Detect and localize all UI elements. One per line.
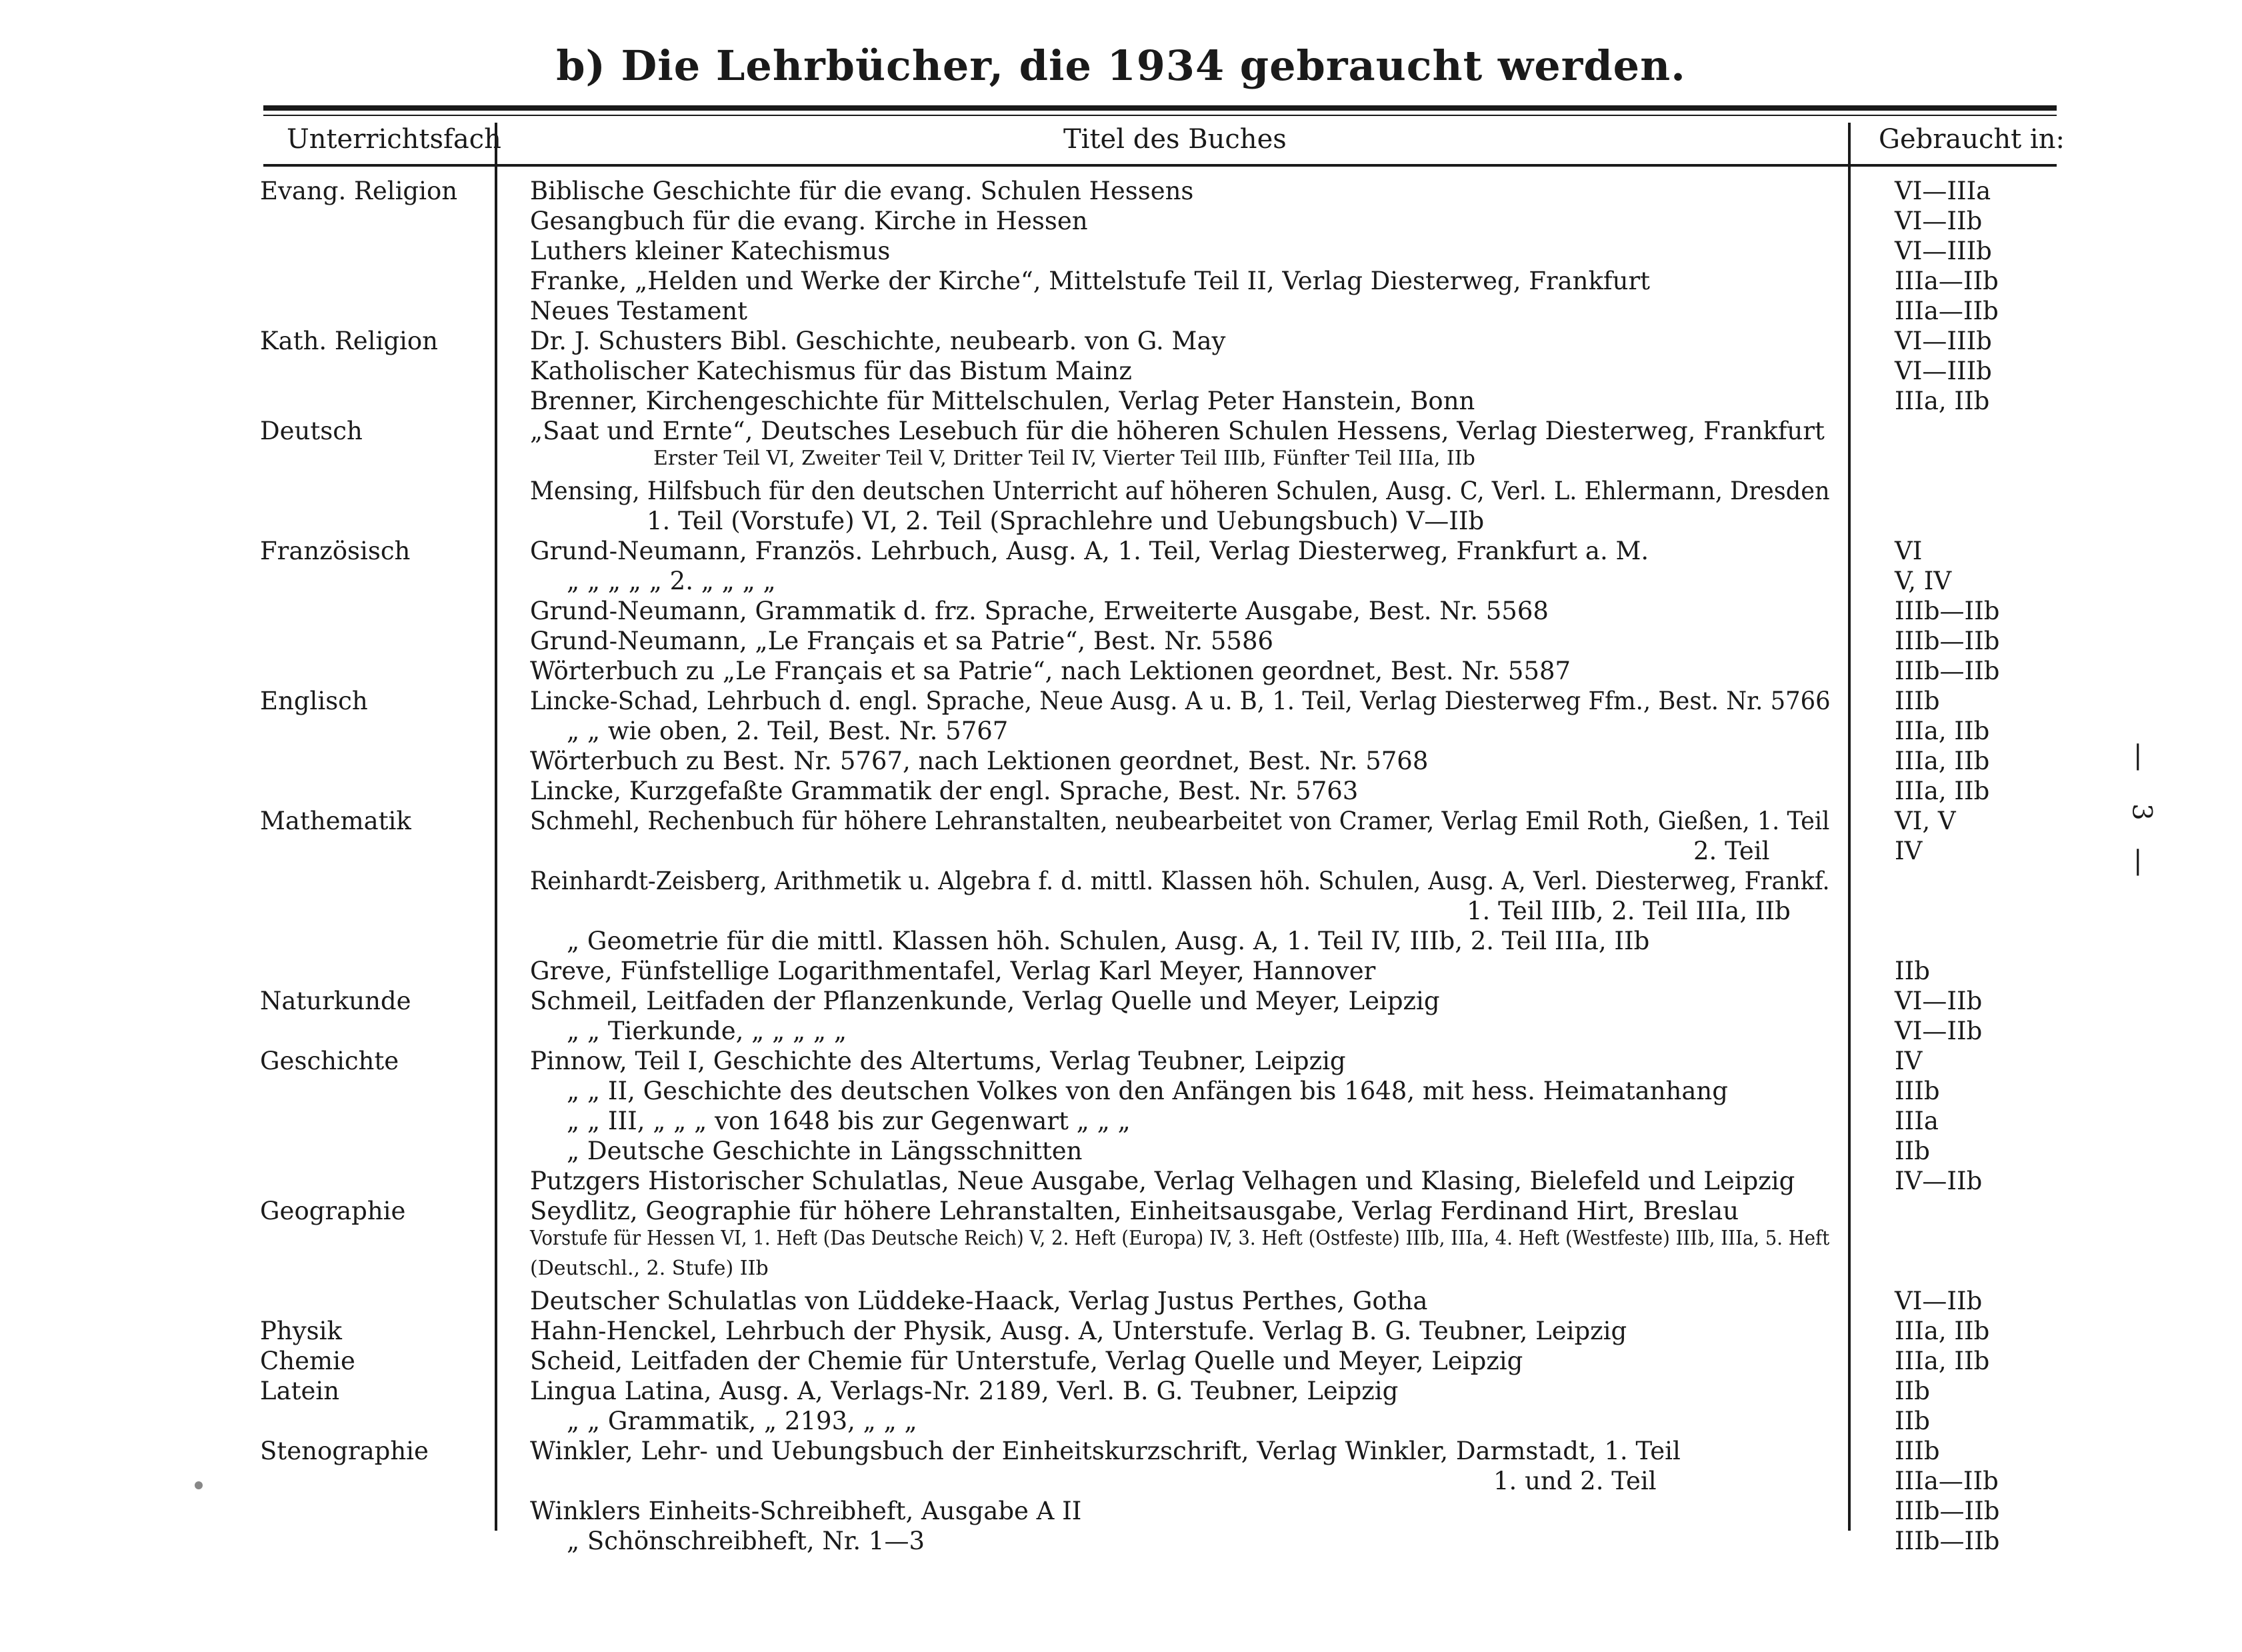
row-subject: Geographie <box>260 1197 406 1225</box>
header-used-in: Gebraucht in: <box>1879 124 2065 155</box>
row-book-title: Scheid, Leitfaden der Chemie für Unterstufe, Verlag Quelle und Meyer, Leipzig <box>530 1347 1523 1375</box>
row-used-in: VI—IIb <box>1895 207 1983 235</box>
row-book-title: Winkler, Lehr- und Uebungsbuch der Einheitskurzschrift, Verlag Winkler, Darmstadt, 1. Teil <box>530 1437 1681 1465</box>
table-row <box>0 807 2242 837</box>
row-book-title: Vorstufe für Hessen VI, 1. Heft (Das Deutsche Reich) V, 2. Heft (Europa) IV, 3. Heft (Ostfeste) IIIb, IIIa, 4. Heft (Westfeste) IIIb, IIIa, 5. Heft <box>530 1227 1830 1250</box>
table-row <box>0 327 2242 357</box>
row-book-title: Putzgers Historischer Schulatlas, Neue Ausgabe, Verlag Velhagen und Klasing, Bielefeld und Leipzig <box>530 1167 1795 1195</box>
table-row <box>0 1047 2242 1077</box>
row-used-in: IIIa, IIb <box>1895 1317 1990 1345</box>
table-row <box>0 927 2242 957</box>
row-used-in: IIIb <box>1895 687 1940 715</box>
header-subject: Unterrichtsfach <box>287 124 501 155</box>
row-used-in: IIIa, IIb <box>1895 747 1990 775</box>
row-book-title: Grund-Neumann, Grammatik d. frz. Sprache, Erweiterte Ausgabe, Best. Nr. 5568 <box>530 597 1549 625</box>
row-book-title: Reinhardt-Zeisberg, Arithmetik u. Algebra f. d. mittl. Klassen höh. Schulen, Ausg. A, Verl. Diesterweg, Frankf. <box>530 867 1830 895</box>
row-used-in: IIIa, IIb <box>1895 1347 1990 1375</box>
row-used-in: V, IV <box>1895 567 1952 595</box>
row-book-title: „ „ Tierkunde, „ „ „ „ „ <box>567 1017 847 1045</box>
row-used-in: IIb <box>1895 957 1930 985</box>
row-book-title: Schmehl, Rechenbuch für höhere Lehranstalten, neubearbeitet von Cramer, Verlag Emil Roth, Gießen, 1. Teil <box>530 807 1830 835</box>
row-used-in: IIb <box>1895 1137 1930 1165</box>
table-row <box>0 1017 2242 1047</box>
table-row <box>0 267 2242 297</box>
row-subject: Kath. Religion <box>260 327 438 355</box>
table-row <box>0 987 2242 1017</box>
table-row <box>0 447 2242 477</box>
row-used-in: VI—IIb <box>1895 987 1983 1015</box>
table-row <box>0 357 2242 387</box>
table-row <box>0 1167 2242 1197</box>
row-used-in: IV <box>1895 837 1923 865</box>
row-used-in: IIIb—IIb <box>1895 657 2000 685</box>
row-book-title: Wörterbuch zu „Le Français et sa Patrie“, nach Lektionen geordnet, Best. Nr. 5587 <box>530 657 1571 685</box>
table-row <box>0 567 2242 597</box>
row-subject: Chemie <box>260 1347 355 1375</box>
table-row <box>0 207 2242 237</box>
row-used-in: VI—IIIb <box>1895 327 1992 355</box>
row-book-title: „ Schönschreibheft, Nr. 1—3 <box>567 1527 925 1555</box>
row-book-title: Gesangbuch für die evang. Kirche in Hessen <box>530 207 1088 235</box>
table-row <box>0 1467 2242 1497</box>
table-row <box>0 777 2242 807</box>
row-book-title: Grund-Neumann, Französ. Lehrbuch, Ausg. A, 1. Teil, Verlag Diesterweg, Frankfurt a. M. <box>530 537 1649 565</box>
row-used-in: VI—IIb <box>1895 1017 1983 1045</box>
row-used-in: VI—IIb <box>1895 1287 1983 1315</box>
row-book-title: Luthers kleiner Katechismus <box>530 237 891 265</box>
row-used-in: IIIb—IIb <box>1895 1497 2000 1525</box>
row-book-title: (Deutschl., 2. Stufe) IIb <box>530 1257 769 1280</box>
header-rule-top <box>263 105 2057 111</box>
row-used-in: IIIb—IIb <box>1895 1527 2000 1555</box>
table-row <box>0 957 2242 987</box>
page-marker-bottom: | <box>2133 845 2143 876</box>
row-book-title: Franke, „Helden und Werke der Kirche“, Mittelstufe Teil II, Verlag Diesterweg, Frankfurt <box>530 267 1650 295</box>
table-row <box>0 177 2242 207</box>
row-book-title: Schmeil, Leitfaden der Pflanzenkunde, Verlag Quelle und Meyer, Leipzig <box>530 987 1440 1015</box>
table-row <box>0 1527 2242 1557</box>
page-marker-top: | <box>2133 740 2143 771</box>
row-book-title: „Saat und Ernte“, Deutsches Lesebuch für die höheren Schulen Hessens, Verlag Diesterweg, Frankfurt <box>530 417 1825 445</box>
row-subject: Stenographie <box>260 1437 429 1465</box>
row-subject: Physik <box>260 1317 342 1345</box>
header-rule-top-thin <box>263 115 2057 116</box>
header-rule-bottom <box>263 164 2057 167</box>
row-subject: Deutsch <box>260 417 363 445</box>
row-book-title: „ „ Grammatik, „ 2193, „ „ „ <box>567 1407 917 1435</box>
row-book-title: Deutscher Schulatlas von Lüddeke-Haack, Verlag Justus Perthes, Gotha <box>530 1287 1428 1315</box>
table-row <box>0 1377 2242 1407</box>
row-used-in: IIIa, IIb <box>1895 717 1990 745</box>
row-used-in: IIIa <box>1895 1107 1939 1135</box>
row-book-title: Dr. J. Schusters Bibl. Geschichte, neubearb. von G. May <box>530 327 1226 355</box>
row-book-title: Lincke-Schad, Lehrbuch d. engl. Sprache, Neue Ausg. A u. B, 1. Teil, Verlag Diesterweg Ffm., Best. Nr. 5766 <box>530 687 1831 715</box>
table-row <box>0 387 2242 417</box>
table-row <box>0 1317 2242 1347</box>
table-row <box>0 417 2242 447</box>
page-marker-number: 3 <box>2126 803 2157 821</box>
table-row <box>0 1437 2242 1467</box>
row-used-in: IIIb <box>1895 1437 1940 1465</box>
row-subject: Französisch <box>260 537 411 565</box>
row-book-title: Lingua Latina, Ausg. A, Verlags-Nr. 2189, Verl. B. G. Teubner, Leipzig <box>530 1377 1399 1405</box>
row-used-in: VI—IIIa <box>1895 177 1991 205</box>
table-row <box>0 687 2242 717</box>
table-row <box>0 1497 2242 1527</box>
row-book-title: Lincke, Kurzgefaßte Grammatik der engl. Sprache, Best. Nr. 5763 <box>530 777 1359 805</box>
header-book-title: Titel des Buches <box>1063 124 1287 155</box>
row-used-in: IIIb <box>1895 1077 1940 1105</box>
table-row <box>0 717 2242 747</box>
table-row <box>0 747 2242 777</box>
row-book-title: „ „ II, Geschichte des deutschen Volkes von den Anfängen bis 1648, mit hess. Heimatanhang <box>567 1077 1728 1105</box>
scan-speck <box>195 1481 203 1489</box>
table-row <box>0 537 2242 567</box>
table-row <box>0 1407 2242 1437</box>
table-row <box>0 477 2242 507</box>
row-book-title: Winklers Einheits-Schreibheft, Ausgabe A II <box>530 1497 1082 1525</box>
row-used-in: IIIa—IIb <box>1895 267 1999 295</box>
row-used-in: IV <box>1895 1047 1923 1075</box>
page-title: b) Die Lehrbücher, die 1934 gebraucht werden. <box>556 41 1686 90</box>
row-book-title: „ Deutsche Geschichte in Längsschnitten <box>567 1137 1083 1165</box>
table-row <box>0 867 2242 897</box>
row-used-in: IIIa, IIb <box>1895 387 1990 415</box>
table-row <box>0 1197 2242 1227</box>
header-rule-top-right <box>1840 105 2057 111</box>
row-book-title: „ Geometrie für die mittl. Klassen höh. Schulen, Ausg. A, 1. Teil IV, IIIb, 2. Teil IIIa, IIb <box>567 927 1650 955</box>
row-used-in: IIIb—IIb <box>1895 597 2000 625</box>
row-used-in: IIIa—IIb <box>1895 297 1999 325</box>
row-book-title: „ „ wie oben, 2. Teil, Best. Nr. 5767 <box>567 717 1009 745</box>
row-used-in: VI—IIIb <box>1895 237 1992 265</box>
row-book-title: „ „ „ „ „ 2. „ „ „ „ <box>567 567 776 595</box>
row-book-title: Grund-Neumann, „Le Français et sa Patrie“, Best. Nr. 5586 <box>530 627 1274 655</box>
table-row <box>0 627 2242 657</box>
row-book-title: Hahn-Henckel, Lehrbuch der Physik, Ausg. A, Unterstufe. Verlag B. G. Teubner, Leipzig <box>530 1317 1627 1345</box>
table-row <box>0 1257 2242 1287</box>
row-used-in: IIb <box>1895 1377 1930 1405</box>
row-book-title: Seydlitz, Geographie für höhere Lehranstalten, Einheitsausgabe, Verlag Ferdinand Hirt, Breslau <box>530 1197 1739 1225</box>
table-row <box>0 897 2242 927</box>
row-book-title: 1. Teil (Vorstufe) VI, 2. Teil (Sprachlehre und Uebungsbuch) V—IIb <box>647 507 1485 535</box>
row-book-title: Erster Teil VI, Zweiter Teil V, Dritter Teil IV, Vierter Teil IIIb, Fünfter Teil IIIa, IIb <box>653 447 1475 470</box>
row-subject: Naturkunde <box>260 987 411 1015</box>
row-book-title: 1. Teil IIIb, 2. Teil IIIa, IIb <box>1467 897 1791 925</box>
row-used-in: IIIa, IIb <box>1895 777 1990 805</box>
row-used-in: IIIa—IIb <box>1895 1467 1999 1495</box>
row-book-title: Greve, Fünfstellige Logarithmentafel, Verlag Karl Meyer, Hannover <box>530 957 1376 985</box>
row-book-title: Biblische Geschichte für die evang. Schulen Hessens <box>530 177 1194 205</box>
table-row <box>0 1077 2242 1107</box>
table-row <box>0 1107 2242 1137</box>
table-row <box>0 237 2242 267</box>
row-book-title: Katholischer Katechismus für das Bistum Mainz <box>530 357 1132 385</box>
row-subject: Englisch <box>260 687 368 715</box>
table-row <box>0 507 2242 537</box>
row-book-title: Wörterbuch zu Best. Nr. 5767, nach Lektionen geordnet, Best. Nr. 5768 <box>530 747 1429 775</box>
row-book-title: Neues Testament <box>530 297 748 325</box>
row-subject: Mathematik <box>260 807 411 835</box>
row-book-title: Pinnow, Teil I, Geschichte des Altertums, Verlag Teubner, Leipzig <box>530 1047 1346 1075</box>
row-used-in: VI <box>1895 537 1923 565</box>
row-used-in: IIb <box>1895 1407 1930 1435</box>
row-subject: Geschichte <box>260 1047 399 1075</box>
row-book-title: 2. Teil <box>1693 837 1770 865</box>
row-book-title: 1. und 2. Teil <box>1493 1467 1657 1495</box>
table-row <box>0 1137 2242 1167</box>
table-row <box>0 657 2242 687</box>
row-book-title: „ „ III, „ „ „ von 1648 bis zur Gegenwart „ „ „ <box>567 1107 1131 1135</box>
row-used-in: VI, V <box>1895 807 1956 835</box>
table-row <box>0 597 2242 627</box>
row-subject: Latein <box>260 1377 340 1405</box>
table-row <box>0 837 2242 867</box>
row-book-title: Mensing, Hilfsbuch für den deutschen Unterricht auf höheren Schulen, Ausg. C, Verl. L. Ehlermann, Dresden <box>530 477 1830 505</box>
row-used-in: IV—IIb <box>1895 1167 1983 1195</box>
table-row <box>0 1227 2242 1257</box>
row-used-in: IIIb—IIb <box>1895 627 2000 655</box>
row-subject: Evang. Religion <box>260 177 458 205</box>
table-row <box>0 297 2242 327</box>
row-used-in: VI—IIIb <box>1895 357 1992 385</box>
table-row <box>0 1287 2242 1317</box>
row-book-title: Brenner, Kirchengeschichte für Mittelschulen, Verlag Peter Hanstein, Bonn <box>530 387 1475 415</box>
table-row <box>0 1347 2242 1377</box>
